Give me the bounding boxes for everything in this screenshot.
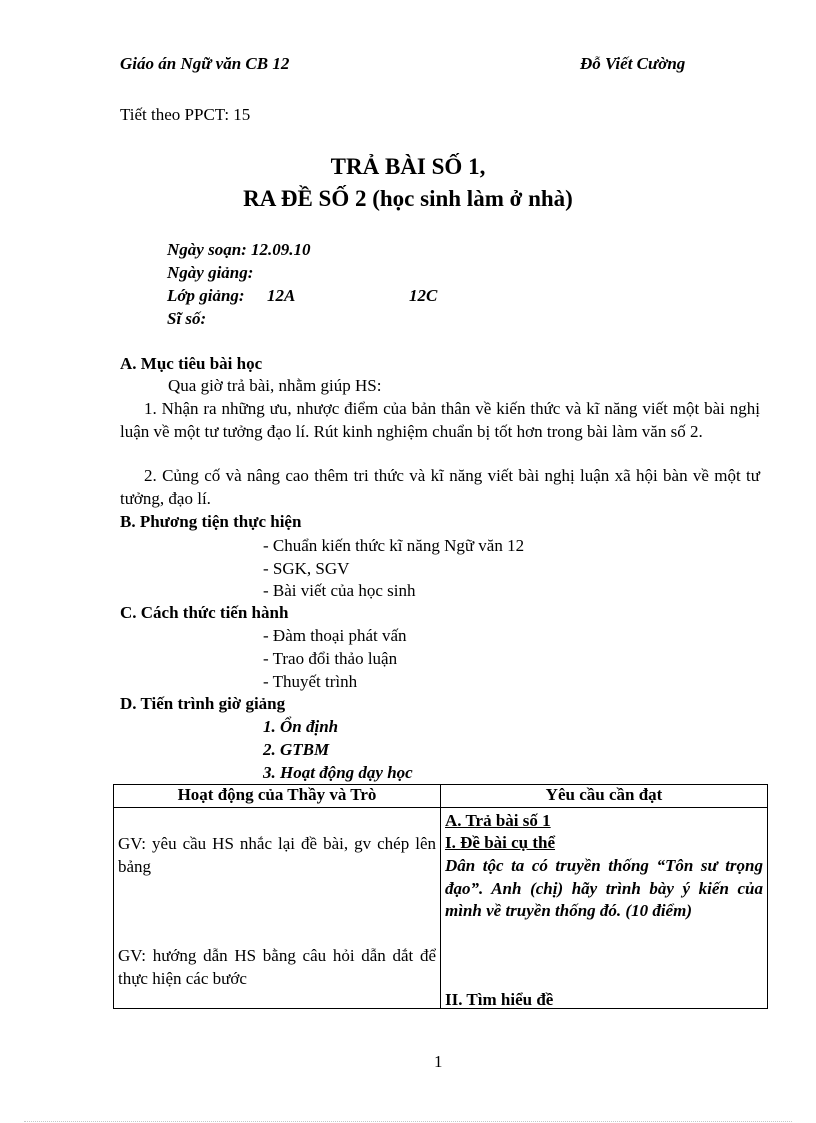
section-a-paragraph-2: 2. Củng cố và nâng cao thêm tri thức và kĩ năng viết bài nghị luận xã hội bàn về một tư tưởng, đạo lí. <box>120 466 760 508</box>
page-title-line2: RA ĐỀ SỐ 2 (học sinh làm ở nhà) <box>243 186 573 211</box>
essay-prompt: Dân tộc ta có truyền thống “Tôn sư trọng đạo”. Anh (chị) hãy trình bày ý kiến của mình về truyền thống đó. (10 điểm) <box>445 856 763 920</box>
section-d-step: 3. Hoạt động dạy học <box>263 763 413 782</box>
section-b-item: - Chuẩn kiến thức kĩ năng Ngữ văn 12 <box>263 536 525 555</box>
section-d-title: D. Tiến trình giờ giảng <box>120 694 286 713</box>
section-d-step: 1. Ổn định <box>263 717 339 736</box>
column-header-activities: Hoạt động của Thầy và Trò <box>114 785 441 808</box>
class-12c: 12C <box>409 286 438 305</box>
section-c-item: - Thuyết trình <box>263 672 358 691</box>
header-right: Đỗ Viết Cường <box>580 54 686 73</box>
lesson-table <box>113 784 768 1009</box>
requirements-cell <box>441 808 768 1009</box>
date-taught: Ngày giảng: <box>167 263 254 282</box>
attendance: Sĩ số: <box>167 309 207 328</box>
section-b-item: - Bài viết của học sinh <box>263 581 416 600</box>
page-bottom-divider <box>24 1121 792 1122</box>
teacher-activity-1: GV: yêu cầu HS nhắc lại đề bài, gv chép lên bảng <box>118 834 436 876</box>
section-c-item: - Trao đổi thảo luận <box>263 649 398 668</box>
class-label: Lớp giảng: <box>167 286 245 305</box>
section-c-item: - Đàm thoại phát vấn <box>263 626 407 645</box>
section-a-title: A. Mục tiêu bài học <box>120 354 263 373</box>
essay-topic-heading: I. Đề bài cụ thể <box>445 833 556 852</box>
page-number: 1 <box>434 1052 443 1071</box>
section-a-intro: Qua giờ trả bài, nhằm giúp HS: <box>168 376 382 395</box>
period-line: Tiết theo PPCT: 15 <box>120 105 251 124</box>
header-left: Giáo án Ngữ văn CB 12 <box>120 54 290 73</box>
section-a-paragraph-1: 1. Nhận ra những ưu, nhược điểm của bản thân về kiến thức và kĩ năng viết một bài nghị luận về một tư tưởng đạo lí. Rút kinh nghiệm chuẩn bị tốt hơn trong bài làm văn số 2. <box>120 399 760 441</box>
section-d-step: 2. GTBM <box>263 740 330 759</box>
table-row <box>114 808 768 1009</box>
column-header-requirements: Yêu cầu cần đạt <box>441 785 768 808</box>
teacher-activity-2: GV: hướng dẫn HS bằng câu hỏi dẫn dắt để thực hiện các bước <box>118 946 436 988</box>
page-title-line1: TRẢ BÀI SỐ 1, <box>330 154 486 179</box>
table-header-row <box>114 785 768 808</box>
activities-cell <box>114 808 441 1009</box>
date-prepared: Ngày soạn: 12.09.10 <box>167 240 311 259</box>
class-12a: 12A <box>267 286 296 305</box>
section-b-item: - SGK, SGV <box>263 559 350 578</box>
analyze-topic-heading: II. Tìm hiểu đề <box>445 990 554 1009</box>
section-return-essay: A. Trả bài số 1 <box>445 811 551 830</box>
section-c-title: C. Cách thức tiến hành <box>120 603 289 622</box>
section-b-title: B. Phương tiện thực hiện <box>120 512 302 531</box>
